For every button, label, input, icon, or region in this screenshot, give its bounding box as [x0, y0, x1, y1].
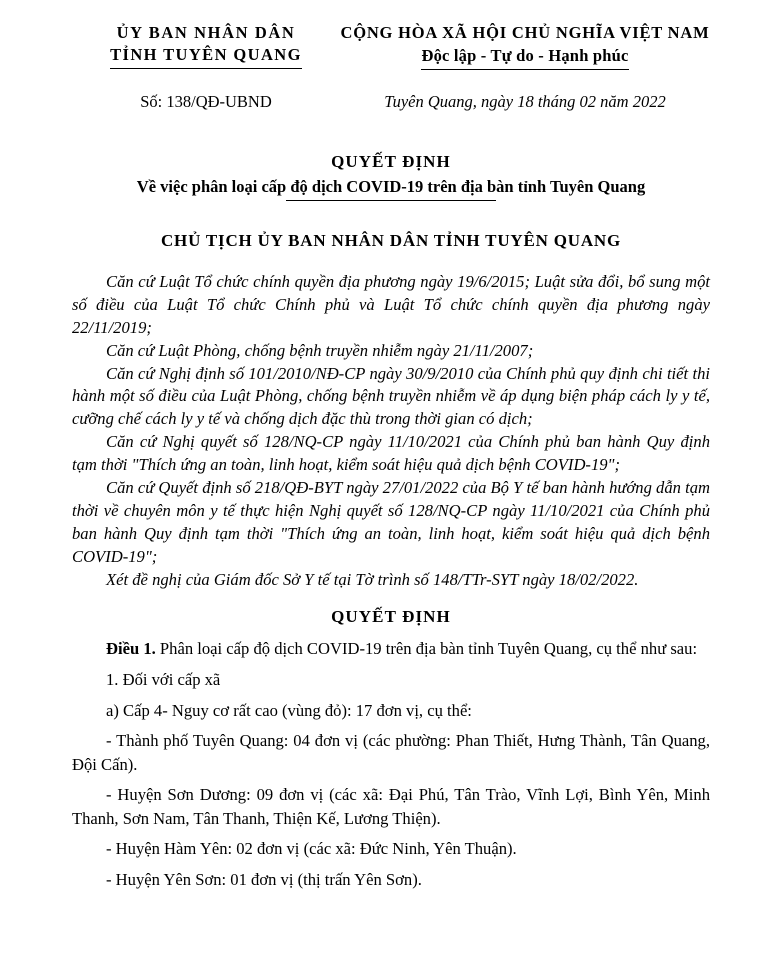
issuing-authority-line2: TỈNH TUYÊN QUANG — [110, 44, 302, 68]
document-number: Số: 138/QĐ-UBND — [140, 92, 272, 112]
title-block — [72, 152, 710, 197]
preamble-paragraph: Xét đề nghị của Giám đốc Sở Y tế tại Tờ trình số 148/TTr-SYT ngày 18/02/2022. — [106, 569, 639, 589]
national-motto: Độc lập - Tự do - Hạnh phúc — [421, 44, 628, 70]
signing-authority: CHỦ TỊCH ỦY BAN NHÂN DÂN TỈNH TUYÊN QUANG — [160, 231, 622, 251]
issuing-authority-line1: ỦY BAN NHÂN DÂN — [116, 23, 296, 42]
articles-block — [72, 637, 710, 891]
clause-district-ham-yen: - Huyện Hàm Yên: 02 đơn vị (các xã: Đức Ninh, Yên Thuận). — [106, 839, 517, 859]
preamble-paragraph: Căn cứ Quyết định số 218/QĐ-BYT ngày 27/01/2022 của Bộ Y tế ban hành hướng dẫn tạm thời về chuyên môn y tế thực hiện Nghị quyết số 128/NQ-CP ngày 11/10/2021 của Chính phủ ban hành Quy định tạm thời "Thích ứng an toàn, linh hoạt, kiểm soát hiệu quả dịch bệnh COVID-19"; — [72, 478, 710, 566]
clause-district-son-duong: - Huyện Sơn Dương: 09 đơn vị (các xã: Đại Phú, Tân Trào, Vĩnh Lợi, Bình Yên, Minh Thanh, Sơn Nam, Tân Thanh, Thiện Kế, Lương Thiện). — [72, 785, 710, 828]
preamble-paragraph: Căn cứ Nghị quyết số 128/NQ-CP ngày 11/10/2021 của Chính phủ ban hành Quy định tạm thời "Thích ứng an toàn, linh hoạt, kiểm soát hiệu quả dịch bệnh COVID-19"; — [72, 432, 710, 475]
issuing-authority-line2-wrap — [72, 44, 340, 68]
article-1-text: Phân loại cấp độ dịch COVID-19 trên địa bàn tỉnh Tuyên Quang, cụ thể như sau: — [155, 639, 698, 659]
document-meta — [72, 92, 710, 112]
clause-city-tuyen-quang: - Thành phố Tuyên Quang: 04 đơn vị (các phường: Phan Thiết, Hưng Thành, Tân Quang, Đội Cấn). — [72, 731, 710, 774]
document-subtitle: Về việc phân loại cấp độ dịch COVID-19 trên địa bàn tỉnh Tuyên Quang — [136, 177, 646, 197]
preamble-paragraph: Căn cứ Luật Tổ chức chính quyền địa phương ngày 19/6/2015; Luật sửa đổi, bổ sung một số điều của Luật Tổ chức Chính phủ và Luật Tổ chức chính quyền địa phương ngày 22/11/2019; — [72, 272, 710, 337]
national-motto-wrap — [340, 44, 710, 70]
clause-level-4: a) Cấp 4- Nguy cơ rất cao (vùng đỏ): 17 đơn vị, cụ thể: — [106, 700, 472, 720]
article-1-label: Điều 1. — [106, 639, 156, 659]
preamble-paragraph: Căn cứ Nghị định số 101/2010/NĐ-CP ngày 30/9/2010 của Chính phủ quy định chi tiết thi hành một số điều của Luật Phòng, chống bệnh truyền nhiễm về áp dụng biện pháp cách ly y tế, cưỡng chế cách ly y tế và chống dịch đặc thù trong thời gian có dịch; — [72, 363, 710, 429]
issuing-authority-block — [72, 22, 340, 69]
document-header — [72, 22, 710, 70]
preamble-paragraph: Căn cứ Luật Phòng, chống bệnh truyền nhiễm ngày 21/11/2007; — [106, 340, 534, 360]
national-heading-block — [340, 22, 710, 70]
clause-level-commune: 1. Đối với cấp xã — [106, 670, 221, 690]
article-1 — [72, 637, 710, 661]
decision-heading: QUYẾT ĐỊNH — [331, 607, 451, 627]
document-title: QUYẾT ĐỊNH — [331, 152, 451, 172]
clause-district-yen-son: - Huyện Yên Sơn: 01 đơn vị (thị trấn Yên Sơn). — [106, 869, 422, 889]
place-and-date: Tuyên Quang, ngày 18 tháng 02 năm 2022 — [384, 92, 666, 112]
preamble-block — [72, 271, 710, 591]
national-title: CỘNG HÒA XÃ HỘI CHỦ NGHĨA VIỆT NAM — [340, 23, 710, 42]
